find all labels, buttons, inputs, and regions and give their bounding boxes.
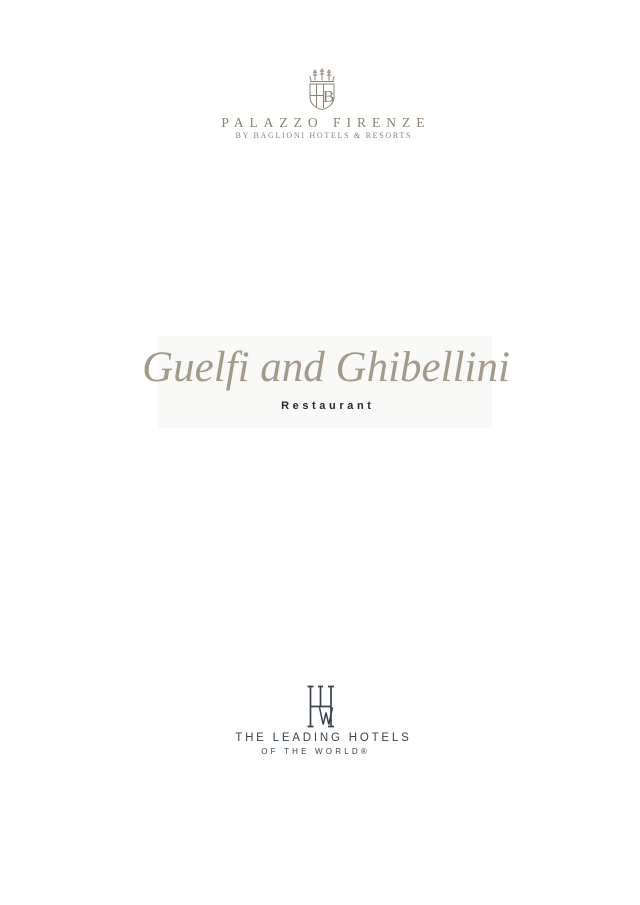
lhw-wordmark-line2: OF THE WORLD® bbox=[261, 747, 370, 756]
lhw-logo bbox=[1, 683, 640, 730]
lhw-monogram-icon bbox=[306, 683, 336, 730]
crest-letter-b: B bbox=[322, 87, 335, 106]
brand-crest bbox=[2, 64, 640, 112]
brand-name: PALAZZO FIRENZE bbox=[221, 115, 431, 130]
lhw-wordmark-line1: THE LEADING HOTELS bbox=[235, 732, 412, 744]
restaurant-subtitle: Restaurant bbox=[281, 400, 375, 412]
brand-tagline: BY BAGLIONI HOTELS & RESORTS bbox=[235, 131, 413, 140]
restaurant-title: Guelfi and Ghibellini bbox=[142, 344, 510, 391]
palazzo-firenze-crest-icon bbox=[302, 64, 342, 112]
